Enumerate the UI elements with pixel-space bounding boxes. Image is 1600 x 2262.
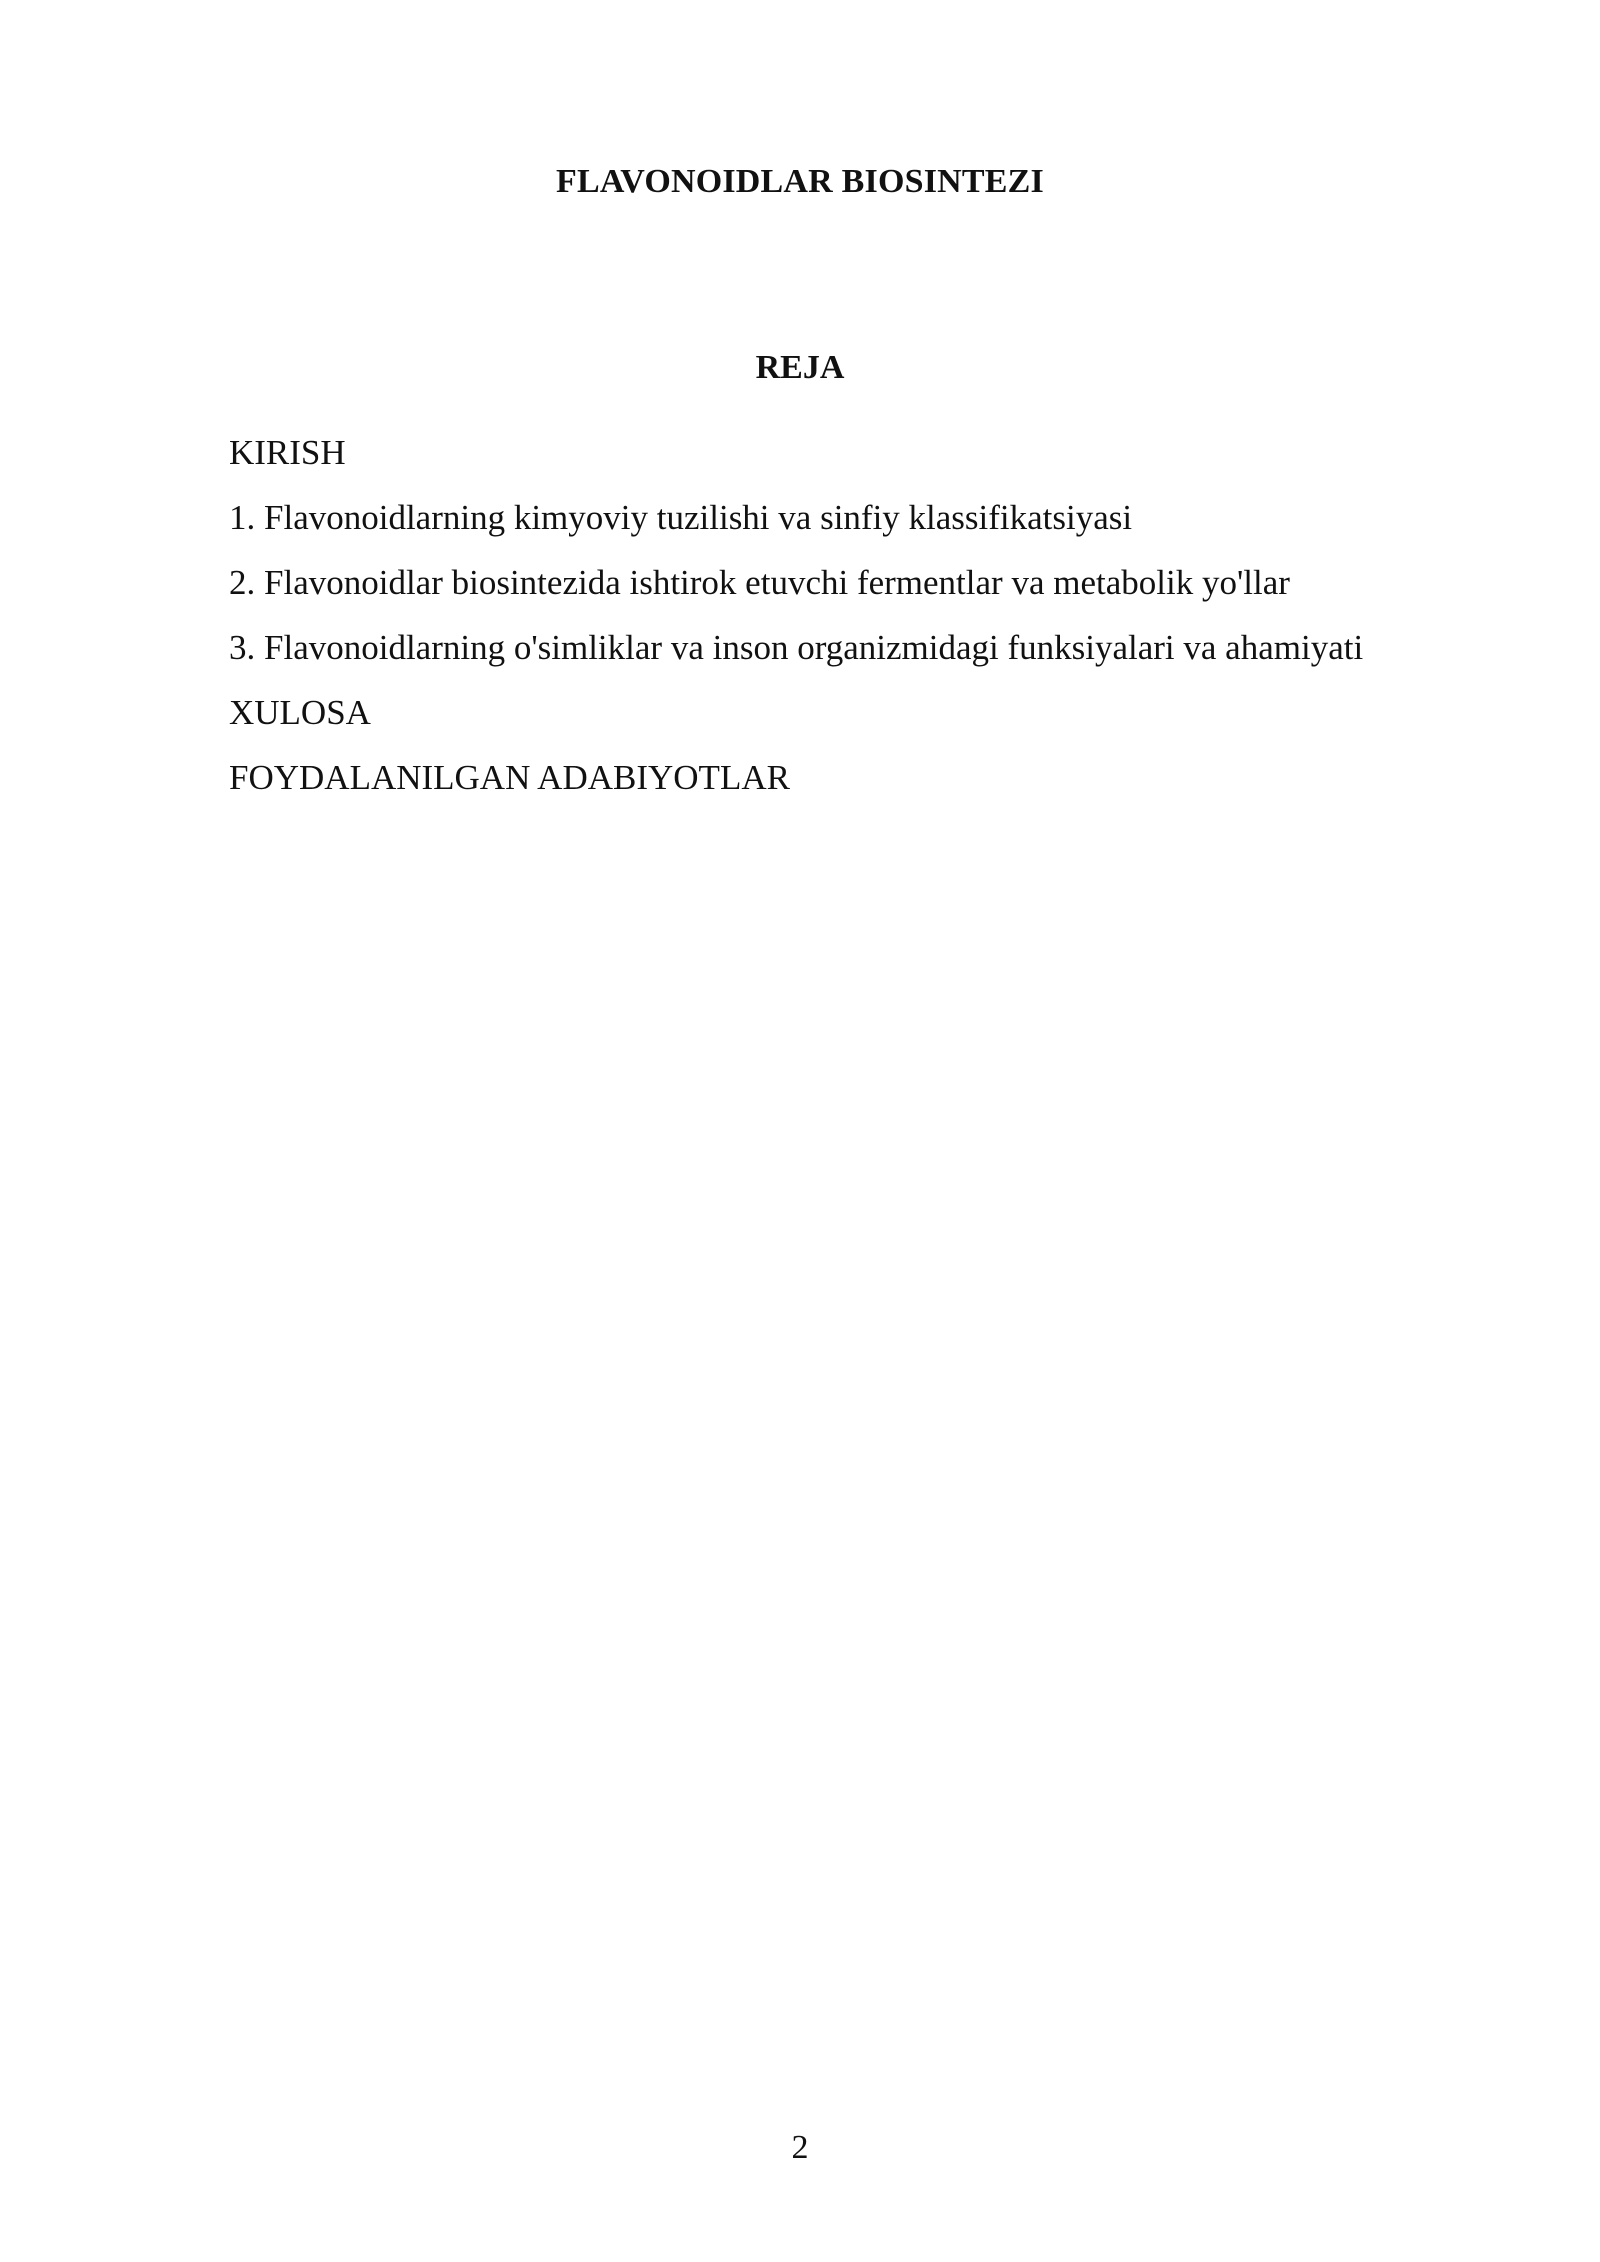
plan-item-2: 2. Flavonoidlar biosintezida ishtirok etuvchi fermentlar va metabolik yo'llar [229, 563, 1290, 602]
page-number: 2 [791, 2129, 809, 2166]
plan-item-conclusion: XULOSA [229, 693, 371, 732]
plan-item-3: 3. Flavonoidlarning o'simliklar va inson organizmidagi funksiyalari va ahamiyati [229, 628, 1364, 667]
plan-item-1: 1. Flavonoidlarning kimyoviy tuzilishi va sinfiy klassifikatsiyasi [229, 498, 1133, 537]
plan-heading: REJA [755, 349, 845, 386]
document-title: FLAVONOIDLAR BIOSINTEZI [556, 163, 1044, 200]
plan-item-references: FOYDALANILGAN ADABIYOTLAR [229, 758, 790, 797]
plan-item-introduction: KIRISH [229, 433, 346, 472]
plan-list [229, 420, 1529, 810]
